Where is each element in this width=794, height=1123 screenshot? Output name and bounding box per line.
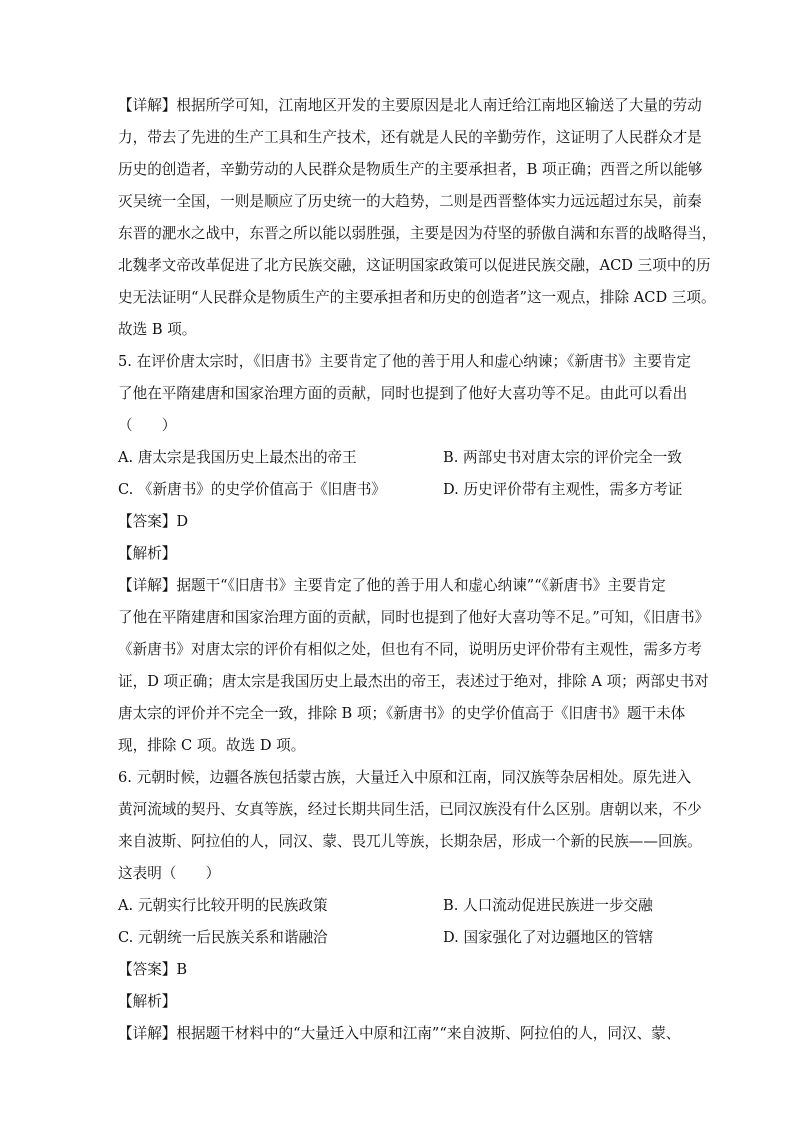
- q5-option-b: B. 两部史书对唐太宗的评价完全一致: [443, 449, 682, 466]
- explanation-line: 现，排除 C 项。故选 D 项。: [118, 737, 306, 754]
- question-5-stem: 了他在平隋建唐和国家治理方面的贡献，同时也提到了他好大喜功等不足。由此可以看出: [118, 385, 688, 402]
- q6-option-c: C. 元朝统一后民族关系和谐融洽: [118, 929, 328, 946]
- explanation-line: 灭吴统一全国，一则是顺应了历史统一的大趋势，二则是西晋整体实力远远超过东吴，前秦: [118, 193, 702, 210]
- q5-option-c: C. 《新唐书》的史学价值高于《旧唐书》: [118, 481, 387, 498]
- q6-option-b: B. 人口流动促进民族进一步交融: [443, 897, 653, 914]
- answer-label: 【答案】D: [118, 513, 189, 530]
- q6-option-a: A. 元朝实行比较开明的民族政策: [118, 897, 328, 914]
- explanation-line: 史无法证明“人民群众是物质生产的主要承担者和历史的创造者”这一观点，排除 ACD 三项。: [118, 289, 716, 306]
- question-6-stem: 黄河流域的契丹、女真等族，经过长期共同生活，已同汉族没有什么区别。唐朝以来，不少: [118, 801, 702, 818]
- answer-label: 【答案】B: [118, 961, 188, 978]
- explanation-line: 【详解】根据题干材料中的“大量迁入中原和江南”“来自波斯、阿拉伯的人，同汉、蒙、: [118, 1025, 681, 1042]
- explanation-line: 【详解】据题干“《旧唐书》主要肯定了他的善于用人和虚心纳谏”“《新唐书》主要肯定: [118, 577, 666, 594]
- explanation-line: 故选 B 项。: [118, 321, 197, 338]
- analysis-label: 【解析】: [118, 545, 177, 562]
- analysis-label: 【解析】: [118, 993, 177, 1010]
- q5-option-a: A. 唐太宗是我国历史上最杰出的帝王: [118, 449, 357, 466]
- explanation-line: 证，D 项正确；唐太宗是我国历史上最杰出的帝王，表述过于绝对，排除 A 项；两部史书对: [118, 673, 709, 690]
- explanation-line: 力，带去了先进的生产工具和生产技术，还有就是人民的辛勤劳作，这证明了人民群众才是: [118, 129, 702, 146]
- question-5-stem: 5. 在评价唐太宗时，《旧唐书》主要肯定了他的善于用人和虚心纳谏；《新唐书》主要肯定: [118, 353, 692, 370]
- explanation-line: 北魏孝文帝改革促进了北方民族交融，这证明国家政策可以促进民族交融，ACD 三项中的历: [118, 257, 711, 274]
- question-6-stem: 来自波斯、阿拉伯的人，同汉、蒙、畏兀儿等族，长期杂居，形成一个新的民族——回族。: [118, 833, 702, 850]
- question-5-blank: （ ）: [118, 417, 177, 434]
- explanation-line: 唐太宗的评价并不完全一致，排除 B 项；《新唐书》的史学价值高于《旧唐书》题干未体: [118, 705, 686, 722]
- explanation-line: 了他在平隋建唐和国家治理方面的贡献，同时也提到了他好大喜功等不足。”可知，《旧唐书》: [118, 609, 710, 626]
- q6-option-d: D. 国家强化了对边疆地区的管辖: [443, 929, 654, 946]
- explanation-line: 【详解】根据所学可知，江南地区开发的主要原因是北人南迁给江南地区输送了大量的劳动: [118, 97, 702, 114]
- explanation-line: 《新唐书》对唐太宗的评价有相似之处，但也有不同，说明历史评价带有主观性，需多方考: [118, 641, 702, 658]
- explanation-line: 历史的创造者，辛勤劳动的人民群众是物质生产的主要承担者，B 项正确；西晋之所以能够: [118, 161, 703, 178]
- explanation-line: 东晋的淝水之战中，东晋之所以能以弱胜强，主要是因为苻坚的骄傲自满和东晋的战略得当，: [118, 225, 717, 242]
- q5-option-d: D. 历史评价带有主观性，需多方考证: [443, 481, 683, 498]
- question-6-stem: 6. 元朝时候，边疆各族包括蒙古族，大量迁入中原和江南，同汉族等杂居相处。原先进入: [118, 769, 692, 786]
- question-6-stem: 这表明（ ）: [118, 865, 221, 882]
